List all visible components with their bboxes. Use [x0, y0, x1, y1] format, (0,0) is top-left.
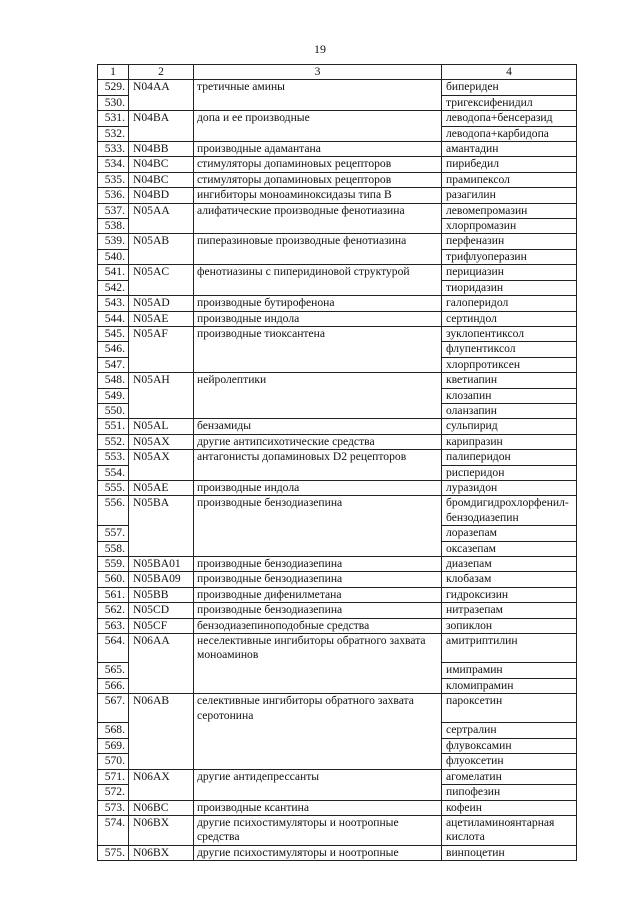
row-number: 558.: [98, 541, 129, 556]
pharm-group-text: допа и ее производные: [197, 111, 310, 125]
atc-code: N04BD: [129, 188, 194, 203]
table-row: [98, 111, 577, 126]
row-number: 561.: [98, 587, 129, 602]
table-row: [98, 403, 577, 418]
row-number: 545.: [98, 326, 129, 341]
pharm-group: [194, 618, 442, 633]
pharm-group-text: пиперазиновые производные фенотиазина: [197, 234, 407, 248]
atc-code: N05BA: [129, 496, 194, 526]
drug-name: сульпирид: [442, 419, 577, 434]
atc-code: N06BC: [129, 800, 194, 815]
atc-code: [129, 526, 194, 541]
atc-code: N05BB: [129, 587, 194, 602]
table-row: [98, 142, 577, 157]
atc-code: [129, 754, 194, 769]
row-number: 536.: [98, 188, 129, 203]
drug-name: луразидон: [442, 480, 577, 495]
pharm-group: [194, 450, 442, 465]
atc-code: [129, 723, 194, 738]
pharm-group: [194, 723, 442, 738]
row-number: 575.: [98, 845, 129, 860]
drug-name: леводопа+карбидопа: [442, 126, 577, 141]
pharm-group: [194, 815, 442, 845]
atc-code: N06AB: [129, 694, 194, 723]
pharm-group-text: нейролептики: [197, 373, 267, 387]
table-row: [98, 450, 577, 465]
atc-code: [129, 785, 194, 800]
table-row: [98, 234, 577, 249]
table-body: [98, 65, 577, 861]
drug-name: оксазепам: [442, 541, 577, 556]
drug-name: тригексифенидил: [442, 95, 577, 110]
table-row: [98, 754, 577, 769]
table-row: [98, 95, 577, 110]
table-row: [98, 815, 577, 845]
row-number: 565.: [98, 663, 129, 678]
table-row: [98, 249, 577, 264]
table-row: [98, 265, 577, 280]
row-number: 570.: [98, 754, 129, 769]
atc-code: N05AX: [129, 434, 194, 449]
drug-name: левомепромазин: [442, 203, 577, 218]
pharm-group: [194, 219, 442, 234]
atc-code: N05AC: [129, 265, 194, 280]
drug-name: ацетиламиноянтарная кислота: [442, 815, 577, 845]
drug-table: [97, 64, 577, 861]
pharm-group-text: производные тиоксантена: [197, 326, 325, 340]
pharm-group-text: производные бензодиазепина: [197, 557, 343, 570]
row-number: 562.: [98, 603, 129, 618]
pharm-group: [194, 587, 442, 602]
table-row: [98, 342, 577, 357]
table-row: [98, 800, 577, 815]
drug-name: сертралин: [442, 723, 577, 738]
table-row: [98, 694, 577, 723]
row-number: 544.: [98, 311, 129, 326]
table-row: [98, 434, 577, 449]
table-row: [98, 203, 577, 218]
row-number: 529.: [98, 80, 129, 95]
atc-code: N04BA: [129, 111, 194, 126]
pharm-group-text: производные бензодиазепина: [197, 603, 343, 617]
atc-code: N05AE: [129, 311, 194, 326]
atc-code: N06AA: [129, 634, 194, 663]
table-row: [98, 663, 577, 678]
pharm-group: [194, 172, 442, 187]
drug-name: амантадин: [442, 142, 577, 157]
pharm-group: [194, 373, 442, 388]
drug-name: тиоридазин: [442, 280, 577, 295]
pharm-group: [194, 419, 442, 434]
pharm-group: [194, 496, 442, 526]
table-row: [98, 296, 577, 311]
atc-code: [129, 403, 194, 418]
pharm-group: [194, 403, 442, 418]
drug-name: кломипрамин: [442, 678, 577, 693]
pharm-group: [194, 111, 442, 126]
drug-name: диазепам: [442, 557, 577, 572]
row-number: 534.: [98, 157, 129, 172]
row-number: 571.: [98, 769, 129, 784]
table-row: [98, 373, 577, 388]
pharm-group: [194, 296, 442, 311]
atc-code: N05AH: [129, 373, 194, 388]
row-number: 531.: [98, 111, 129, 126]
pharm-group-text: третичные амины: [197, 80, 285, 94]
table-row: [98, 172, 577, 187]
drug-name: хлорпротиксен: [442, 357, 577, 372]
pharm-group: [194, 249, 442, 264]
atc-code: [129, 663, 194, 678]
atc-code: N05AD: [129, 296, 194, 311]
atc-code: N05BA01: [129, 557, 194, 572]
atc-code: N05AA: [129, 203, 194, 218]
row-number: 535.: [98, 172, 129, 187]
pharm-group: [194, 234, 442, 249]
pharm-group-text: ингибиторы моноаминоксидазы типа В: [197, 188, 392, 202]
drug-name: нитразепам: [442, 603, 577, 618]
row-number: 542.: [98, 280, 129, 295]
table-row: [98, 496, 577, 526]
drug-name: трифлуоперазин: [442, 249, 577, 264]
atc-code: [129, 541, 194, 556]
atc-code: [129, 678, 194, 693]
pharm-group-text: антагонисты допаминовых D2 рецепторов: [197, 450, 407, 464]
row-number: 574.: [98, 815, 129, 845]
pharm-group: [194, 311, 442, 326]
drug-name: клозапин: [442, 388, 577, 403]
pharm-group: [194, 326, 442, 341]
pharm-group-text: производные адамантана: [197, 142, 321, 156]
pharm-group-text: другие антидепрессанты: [197, 769, 320, 783]
drug-name: перфеназин: [442, 234, 577, 249]
row-number: 552.: [98, 434, 129, 449]
table-row: [98, 603, 577, 618]
atc-code: [129, 280, 194, 295]
table-row: [98, 634, 577, 663]
table-row: [98, 738, 577, 753]
atc-code: N05AF: [129, 326, 194, 341]
row-number: 546.: [98, 342, 129, 357]
row-number: 539.: [98, 234, 129, 249]
pharm-group: [194, 188, 442, 203]
row-number: 553.: [98, 450, 129, 465]
atc-code: [129, 388, 194, 403]
table-row: [98, 388, 577, 403]
atc-code: N05AX: [129, 450, 194, 465]
drug-name: бромдигидрохлорфенил-бензодиазепин: [442, 496, 577, 526]
pharm-group: [194, 738, 442, 753]
row-number: 547.: [98, 357, 129, 372]
row-number: 567.: [98, 694, 129, 723]
atc-code: N06AX: [129, 769, 194, 784]
table-row: [98, 326, 577, 341]
table-row: [98, 219, 577, 234]
pharm-group: [194, 800, 442, 815]
row-number: 563.: [98, 618, 129, 633]
atc-code: N04AA: [129, 80, 194, 95]
row-number: 530.: [98, 95, 129, 110]
pharm-group: [194, 142, 442, 157]
pharm-group-text: другие антипсихотические средства: [197, 434, 375, 448]
drug-name: лоразепам: [442, 526, 577, 541]
atc-code: [129, 342, 194, 357]
header-cell: 4: [442, 65, 577, 80]
atc-code: N05AE: [129, 480, 194, 495]
table-row: [98, 678, 577, 693]
table-row: [98, 157, 577, 172]
drug-name: хлорпромазин: [442, 219, 577, 234]
row-number: 543.: [98, 296, 129, 311]
table-row: [98, 126, 577, 141]
pharm-group: [194, 754, 442, 769]
row-number: 573.: [98, 800, 129, 815]
drug-name: палиперидон: [442, 450, 577, 465]
pharm-group: [194, 280, 442, 295]
pharm-group-text: селективные ингибиторы обратного захвата серотонина: [197, 694, 414, 722]
table-row: [98, 188, 577, 203]
table-row: [98, 419, 577, 434]
header-cell: 1: [98, 65, 129, 80]
pharm-group: [194, 265, 442, 280]
table-row: [98, 572, 577, 587]
atc-code: [129, 219, 194, 234]
row-number: 566.: [98, 678, 129, 693]
pharm-group: [194, 80, 442, 95]
drug-name: леводопа+бенсеразид: [442, 111, 577, 126]
pharm-group: [194, 845, 442, 860]
drug-name: зуклопентиксол: [442, 326, 577, 341]
pharm-group: [194, 157, 442, 172]
table-row: [98, 541, 577, 556]
pharm-group: [194, 769, 442, 784]
table-row: [98, 587, 577, 602]
drug-name: амитриптилин: [442, 634, 577, 663]
pharm-group: [194, 785, 442, 800]
atc-code: [129, 465, 194, 480]
drug-name: галоперидол: [442, 296, 577, 311]
drug-name: винпоцетин: [442, 845, 577, 860]
drug-name: пипофезин: [442, 785, 577, 800]
pharm-group: [194, 388, 442, 403]
drug-name: бипериден: [442, 80, 577, 95]
pharm-group: [194, 557, 442, 572]
table-row: [98, 526, 577, 541]
pharm-group-text: стимуляторы допаминовых рецепторов: [197, 172, 392, 186]
drug-name: агомелатин: [442, 769, 577, 784]
pharm-group: [194, 541, 442, 556]
atc-code: N04BC: [129, 172, 194, 187]
atc-code: N04BC: [129, 157, 194, 172]
table-row: [98, 557, 577, 572]
pharm-group-text: неселективные ингибиторы обратного захвата моноаминов: [197, 634, 426, 662]
pharm-group: [194, 694, 442, 723]
header-cell: 2: [129, 65, 194, 80]
drug-name: прамипексол: [442, 172, 577, 187]
row-number: 541.: [98, 265, 129, 280]
table-row: [98, 845, 577, 860]
row-number: 560.: [98, 572, 129, 587]
pharm-group-text: производные ксантина: [197, 800, 309, 814]
pharm-group: [194, 526, 442, 541]
drug-name: кофеин: [442, 800, 577, 815]
row-number: 550.: [98, 403, 129, 418]
pharm-group-text: фенотиазины с пиперидиновой структурой: [197, 265, 410, 279]
row-number: 554.: [98, 465, 129, 480]
atc-code: N04BB: [129, 142, 194, 157]
drug-name: флувоксамин: [442, 738, 577, 753]
pharm-group: [194, 634, 442, 663]
atc-code: N05CD: [129, 603, 194, 618]
pharm-group: [194, 95, 442, 110]
drug-name: гидроксизин: [442, 587, 577, 602]
drug-name: пароксетин: [442, 694, 577, 723]
pharm-group: [194, 342, 442, 357]
pharm-group-text: производные индола: [197, 480, 300, 494]
row-number: 537.: [98, 203, 129, 218]
row-number: 557.: [98, 526, 129, 541]
drug-name: рисперидон: [442, 465, 577, 480]
row-number: 564.: [98, 634, 129, 663]
pharm-group-text: производные дифенилметана: [197, 587, 342, 601]
drug-name: кветиапин: [442, 373, 577, 388]
pharm-group-text: производные бензодиазепина: [197, 496, 343, 510]
pharm-group: [194, 434, 442, 449]
table-row: [98, 769, 577, 784]
row-number: 572.: [98, 785, 129, 800]
pharm-group-text: другие психостимуляторы и ноотропные: [197, 845, 399, 859]
atc-code: [129, 95, 194, 110]
pharm-group: [194, 465, 442, 480]
pharm-group-text: бензамиды: [197, 419, 252, 433]
page-number: 19: [314, 42, 326, 56]
header-cell: 3: [194, 65, 442, 80]
pharm-group-text: производные бутирофенона: [197, 296, 335, 310]
drug-name: флупентиксол: [442, 342, 577, 357]
drug-name: сертиндол: [442, 311, 577, 326]
atc-code: N06BX: [129, 845, 194, 860]
row-number: 533.: [98, 142, 129, 157]
row-number: 551.: [98, 419, 129, 434]
table-row: [98, 723, 577, 738]
row-number: 568.: [98, 723, 129, 738]
drug-name: карипразин: [442, 434, 577, 449]
atc-code: N05AB: [129, 234, 194, 249]
pharm-group-text: производные бензодиазепина: [197, 572, 343, 586]
atc-code: [129, 738, 194, 753]
table-row: [98, 311, 577, 326]
pharm-group: [194, 480, 442, 495]
table-row: [98, 80, 577, 95]
pharm-group-text: стимуляторы допаминовых рецепторов: [197, 157, 392, 171]
atc-code: N05CF: [129, 618, 194, 633]
row-number: 549.: [98, 388, 129, 403]
row-number: 532.: [98, 126, 129, 141]
drug-name: оланзапин: [442, 403, 577, 418]
table-header-row: [98, 65, 577, 80]
row-number: 548.: [98, 373, 129, 388]
atc-code: N06BX: [129, 815, 194, 845]
drug-name: клобазам: [442, 572, 577, 587]
atc-code: [129, 357, 194, 372]
row-number: 540.: [98, 249, 129, 264]
table-row: [98, 785, 577, 800]
drug-name: пирибедил: [442, 157, 577, 172]
row-number: 559.: [98, 557, 129, 572]
pharm-group: [194, 663, 442, 678]
table-row: [98, 618, 577, 633]
table-row: [98, 357, 577, 372]
drug-name: разагилин: [442, 188, 577, 203]
pharm-group: [194, 572, 442, 587]
table-row: [98, 280, 577, 295]
pharm-group: [194, 678, 442, 693]
pharm-group-text: алифатические производные фенотиазина: [197, 203, 405, 217]
atc-code: N05BA09: [129, 572, 194, 587]
pharm-group: [194, 203, 442, 218]
pharm-group: [194, 126, 442, 141]
drug-name: флуоксетин: [442, 754, 577, 769]
row-number: 569.: [98, 738, 129, 753]
pharm-group: [194, 357, 442, 372]
atc-code: [129, 126, 194, 141]
row-number: 556.: [98, 496, 129, 526]
pharm-group-text: бензодиазепиноподобные средства: [197, 618, 370, 632]
atc-code: [129, 249, 194, 264]
table-row: [98, 480, 577, 495]
drug-name: перициазин: [442, 265, 577, 280]
pharm-group: [194, 603, 442, 618]
row-number: 538.: [98, 219, 129, 234]
pharm-group-text: другие психостимуляторы и ноотропные средства: [197, 815, 399, 844]
pharm-group-text: производные индола: [197, 311, 300, 325]
drug-name: зопиклон: [442, 618, 577, 633]
table-row: [98, 465, 577, 480]
atc-code: N05AL: [129, 419, 194, 434]
row-number: 555.: [98, 480, 129, 495]
drug-name: имипрамин: [442, 663, 577, 678]
